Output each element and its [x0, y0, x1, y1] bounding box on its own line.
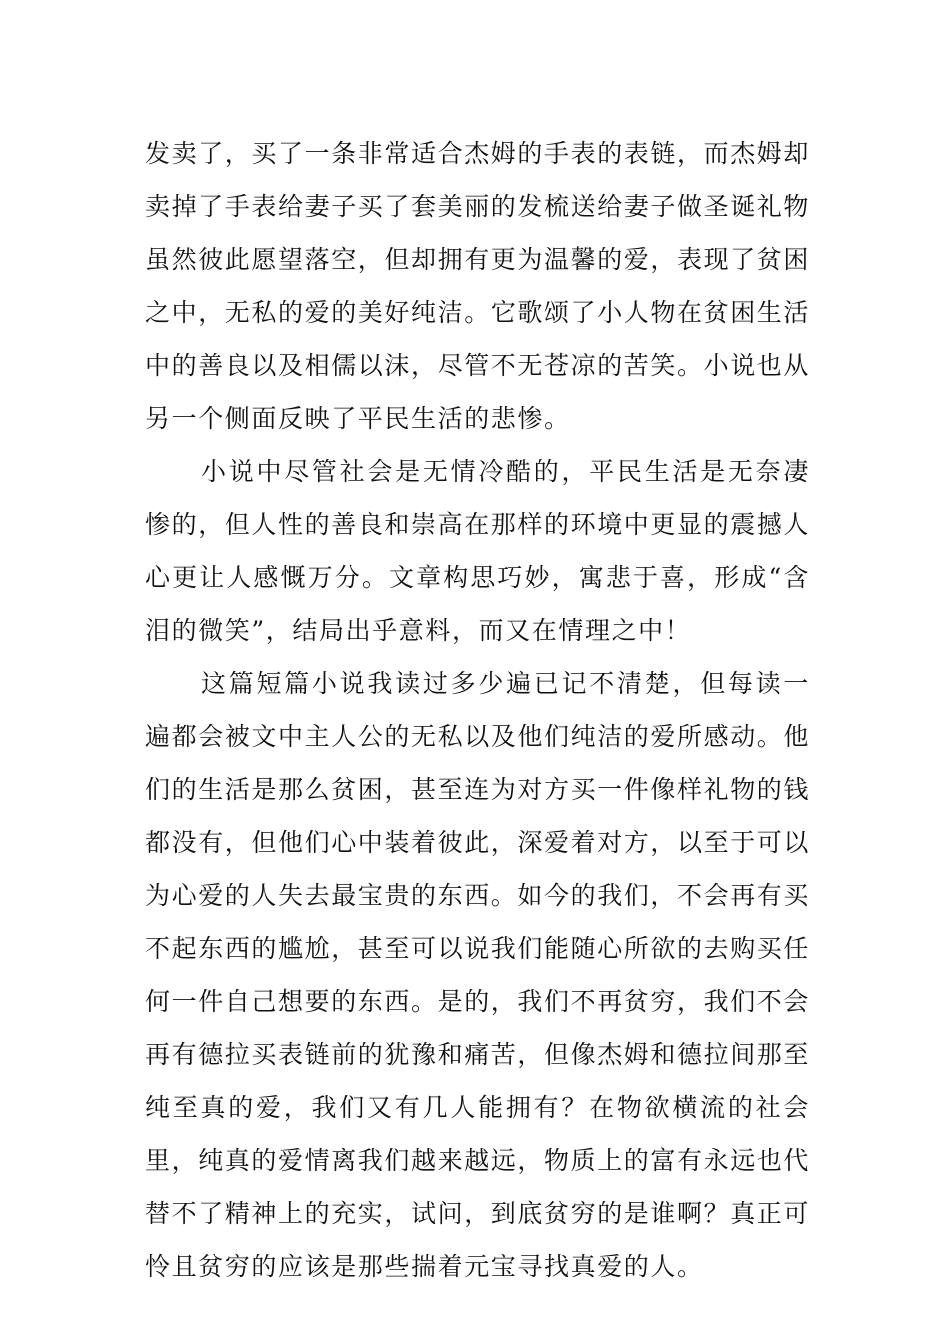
document-body: [145, 127, 810, 1293]
paragraph-2: 小说中尽管社会是无情冷酷的，平民生活是无奈凄惨的，但人性的善良和崇高在那样的环境中更显的震撼人心更让人感慨万分。文章构思巧妙，寓悲于喜，形成“含泪的微笑”，结局出乎意料，而又在情理之中！: [145, 457, 811, 645]
paragraph-1: 发卖了，买了一条非常适合杰姆的手表的表链，而杰姆却卖掉了手表给妻子买了套美丽的发梳送给妻子做圣诞礼物虽然彼此愿望落空，但却拥有更为温馨的爱，表现了贫困之中，无私的爱的美好纯洁。它歌颂了小人物在贫困生活中的善良以及相儒以沫，尽管不无苍凉的苦笑。小说也从另一个侧面反映了平民生活的悲惨。: [145, 139, 811, 433]
paragraph-3: 这篇短篇小说我读过多少遍已记不清楚，但每读一遍都会被文中主人公的无私以及他们纯洁的爱所感动。他们的生活是那么贫困，甚至连为对方买一件像样礼物的钱都没有，但他们心中装着彼此，深爱着对方，以至于可以为心爱的人失去最宝贵的东西。如今的我们，不会再有买不起东西的尴尬，甚至可以说我们能随心所欲的去购买任何一件自己想要的东西。是的，我们不再贫穷，我们不会再有德拉买表链前的犹豫和痛苦，但像杰姆和德拉间那至纯至真的爱，我们又有几人能拥有？在物欲横流的社会里，纯真的爱情离我们越来越远，物质上的富有永远也代替不了精神上的充实，试问，到底贫穷的是谁啊？真正可怜且贫穷的应该是那些揣着元宝寻找真爱的人。: [145, 669, 811, 1281]
